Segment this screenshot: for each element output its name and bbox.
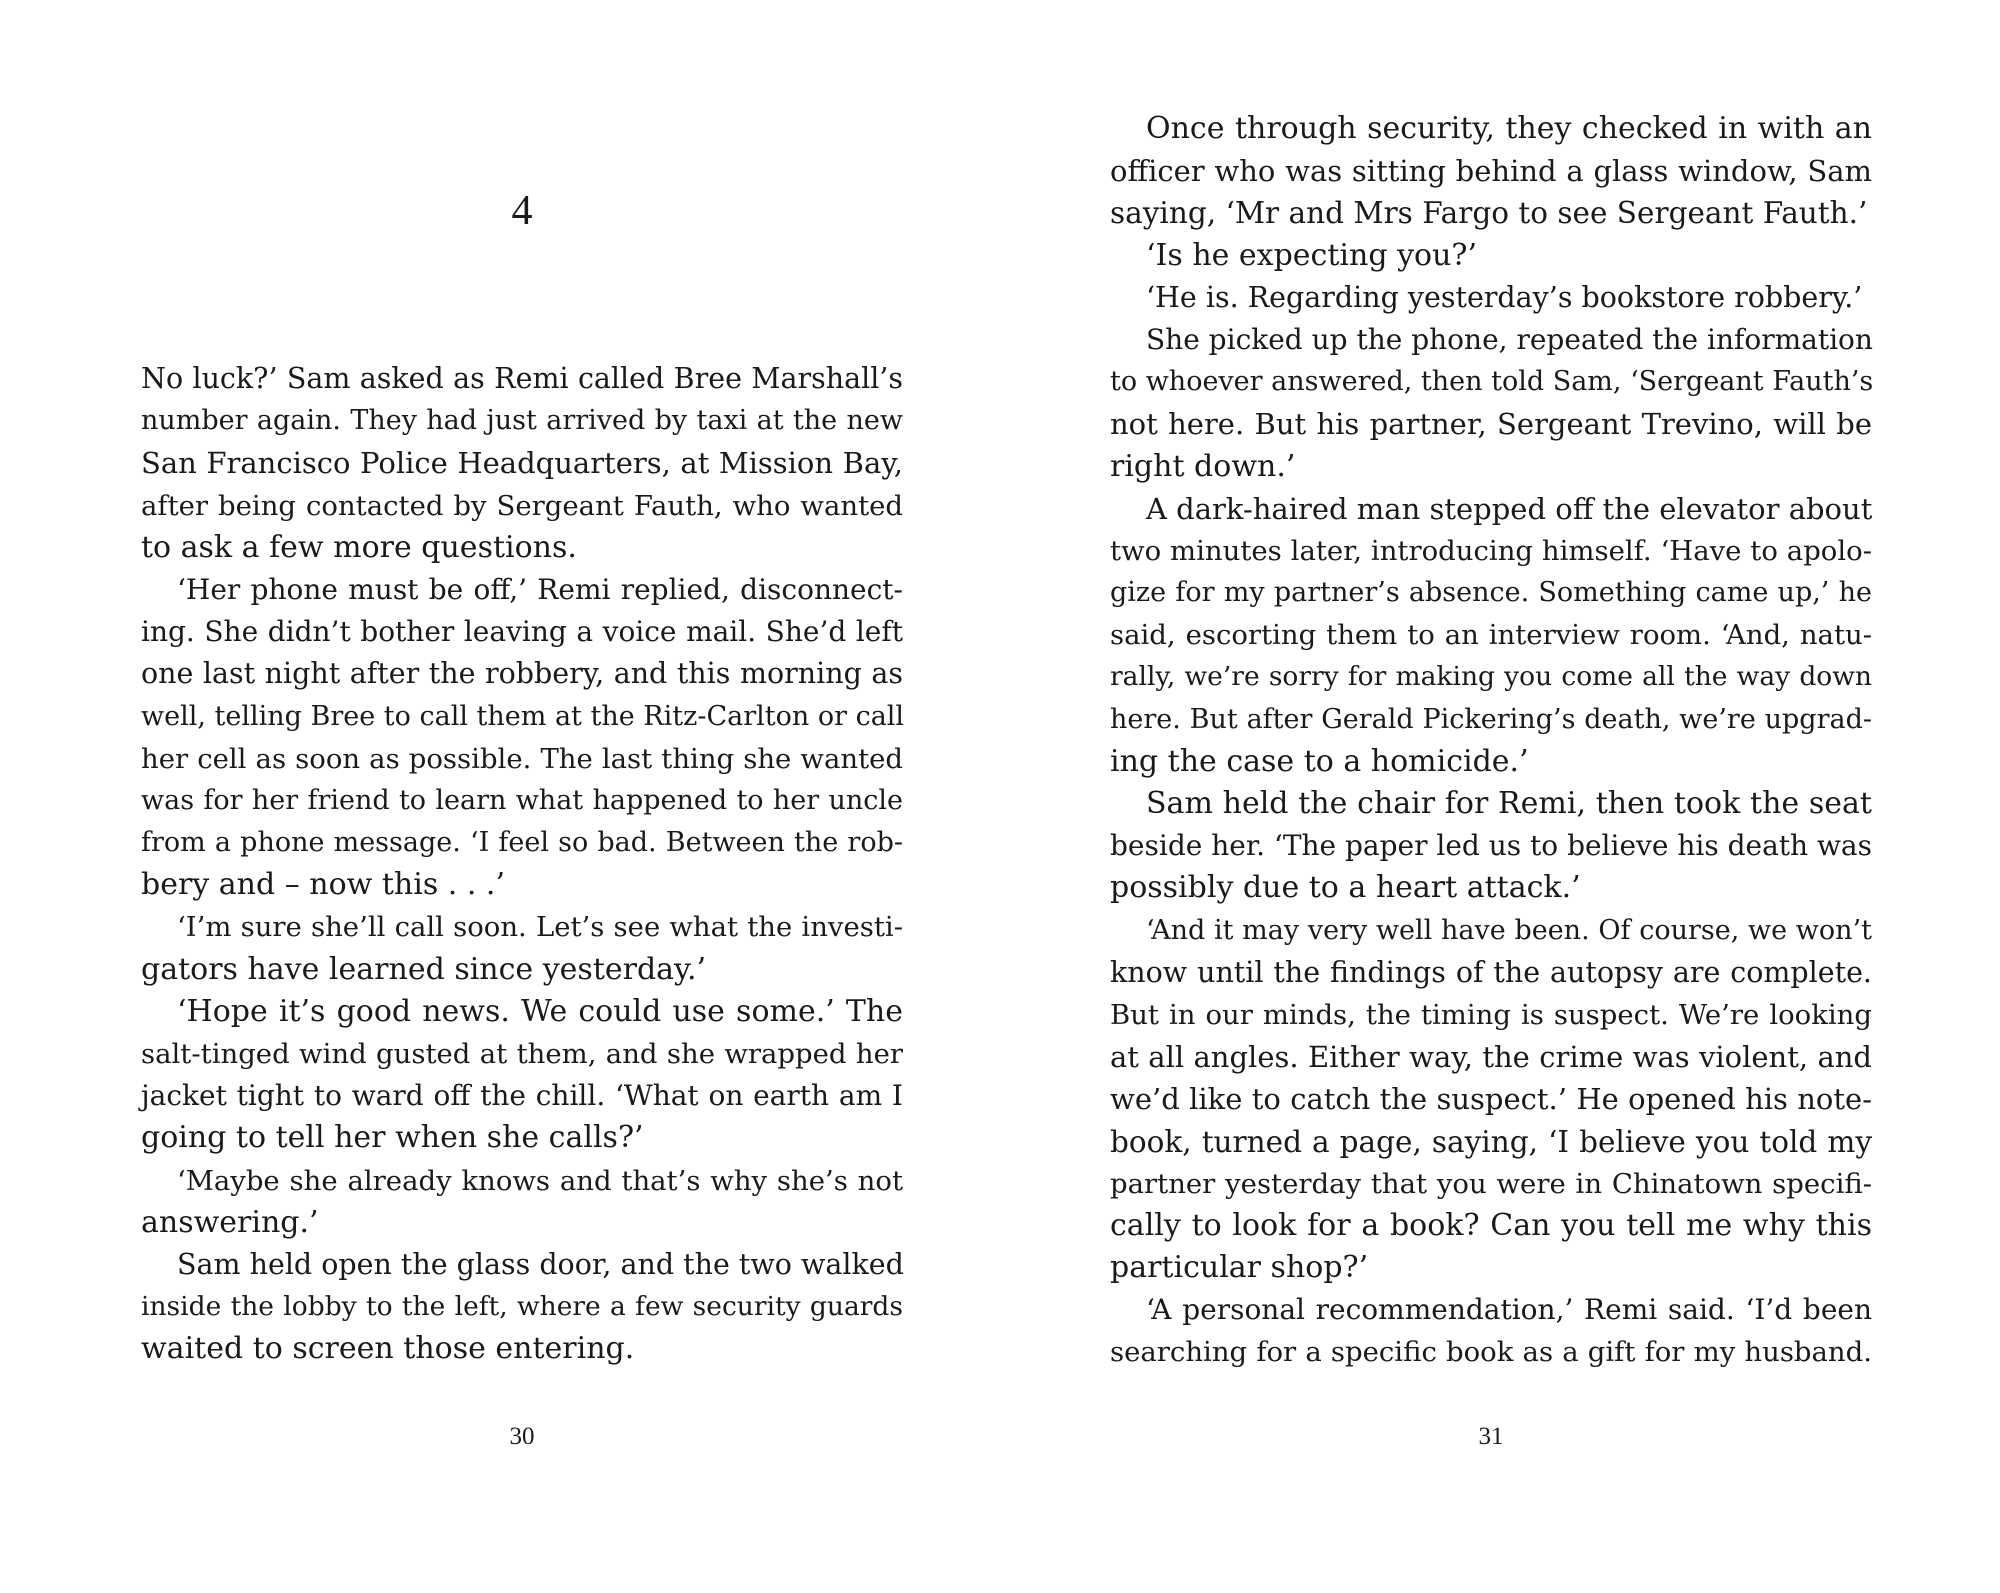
text-line: to whoever answered, then told Sam, ‘Sergeant Fauth’s <box>1110 366 1874 398</box>
text-line: Sam held open the glass door, and the two walked <box>177 1247 904 1281</box>
text-line: number again. They had just arrived by taxi at the new <box>141 405 903 437</box>
text-line: ‘He is. Regarding yesterday’s bookstore robbery.’ <box>1146 280 1863 314</box>
text-line: to ask a few more questions. <box>141 529 577 565</box>
text-line: well, telling Bree to call them at the Ritz-Carlton or call <box>141 700 905 732</box>
text-line: beside her. ‘The paper led us to believe his death was <box>1110 829 1872 863</box>
text-line: ‘A personal recommendation,’ Remi said. ‘I’d been <box>1146 1293 1872 1327</box>
text-line: right down.’ <box>1110 448 1296 484</box>
text-line: possibly due to a heart attack.’ <box>1110 870 1581 906</box>
text-line: here. But after Gerald Pickering’s death, we’re upgrad- <box>1110 703 1872 735</box>
text-line: one last night after the robbery, and this morning as <box>141 657 903 691</box>
text-line: book, turned a page, saying, ‘I believe you told my <box>1110 1124 1872 1159</box>
text-line: partner yesterday that you were in Chinatown specifi- <box>1110 1167 1872 1200</box>
text-line: jacket tight to ward off the chill. ‘What on earth am I <box>141 1079 903 1113</box>
text-line: ‘Is he expecting you?’ <box>1146 237 1478 273</box>
text-line: ‘And it may very well have been. Of course, we won’t <box>1146 914 1872 946</box>
text-line: at all angles. Either way, the crime was violent, and <box>1110 1040 1872 1075</box>
text-line: ing. She didn’t bother leaving a voice mail. She’d left <box>141 615 903 649</box>
text-line: inside the lobby to the left, where a few security guards <box>141 1291 903 1323</box>
text-line: gators have learned since yesterday.’ <box>141 951 707 987</box>
text-line: waited to screen those entering. <box>141 1331 635 1367</box>
text-line: She picked up the phone, repeated the information <box>1146 322 1873 356</box>
left-page-text <box>141 358 903 1371</box>
text-line: cally to look for a book? Can you tell me why this <box>1110 1207 1872 1243</box>
text-line: But in our minds, the timing is suspect. We’re looking <box>1110 998 1872 1031</box>
text-line: No luck?’ Sam asked as Remi called Bree Marshall’s <box>141 362 903 395</box>
text-line: her cell as soon as possible. The last thing she wanted <box>141 742 903 775</box>
text-line: A dark-haired man stepped off the elevator about <box>1146 491 1873 526</box>
page-number: 31 <box>1478 1423 1504 1450</box>
chapter-number: 4 <box>511 188 533 234</box>
right-page-text <box>1110 108 1872 1374</box>
text-line: said, escorting them to an interview room. ‘And, natu- <box>1110 619 1872 652</box>
text-line: San Francisco Police Headquarters, at Mission Bay, <box>141 446 903 481</box>
text-line: know until the findings of the autopsy are complete. <box>1110 955 1872 989</box>
text-line: ing the case to a homicide.’ <box>1110 743 1529 779</box>
text-line: answering.’ <box>141 1204 319 1240</box>
text-line: after being contacted by Sergeant Fauth, who wanted <box>141 489 903 522</box>
text-line: ‘Maybe she already knows and that’s why she’s not <box>177 1164 903 1197</box>
text-line: going to tell her when she calls?’ <box>141 1120 644 1156</box>
page-number: 30 <box>509 1423 535 1450</box>
text-line: bery and – now this . . .’ <box>141 867 505 903</box>
text-line: ‘Her phone must be off,’ Remi replied, disconnect- <box>177 572 903 606</box>
text-line: Once through security, they checked in with an <box>1146 111 1872 146</box>
text-line: was for her friend to learn what happened to her uncle <box>141 784 903 816</box>
text-line: ‘I’m sure she’ll call soon. Let’s see what the investi- <box>177 911 903 944</box>
text-line: saying, ‘Mr and Mrs Fargo to see Sergeant Fauth.’ <box>1110 196 1868 231</box>
text-line: particular shop?’ <box>1110 1250 1369 1286</box>
text-line: officer who was sitting behind a glass window, Sam <box>1110 154 1872 189</box>
text-line: ‘Hope it’s good news. We could use some.’ The <box>177 993 903 1029</box>
text-line: rally, we’re sorry for making you come all the way down <box>1110 661 1872 693</box>
text-line: Sam held the chair for Remi, then took the seat <box>1146 786 1872 821</box>
text-line: gize for my partner’s absence. Something came up,’ he <box>1110 577 1872 609</box>
text-line: searching for a specific book as a gift for my husband. <box>1110 1336 1872 1369</box>
text-line: we’d like to catch the suspect.’ He opened his note- <box>1110 1082 1872 1117</box>
text-line: not here. But his partner, Sergeant Trevino, will be <box>1110 407 1872 442</box>
text-line: salt-tinged wind gusted at them, and she wrapped her <box>141 1038 903 1070</box>
text-line: from a phone message. ‘I feel so bad. Between the rob- <box>141 827 903 859</box>
text-line: two minutes later, introducing himself. ‘Have to apolo- <box>1110 534 1872 567</box>
